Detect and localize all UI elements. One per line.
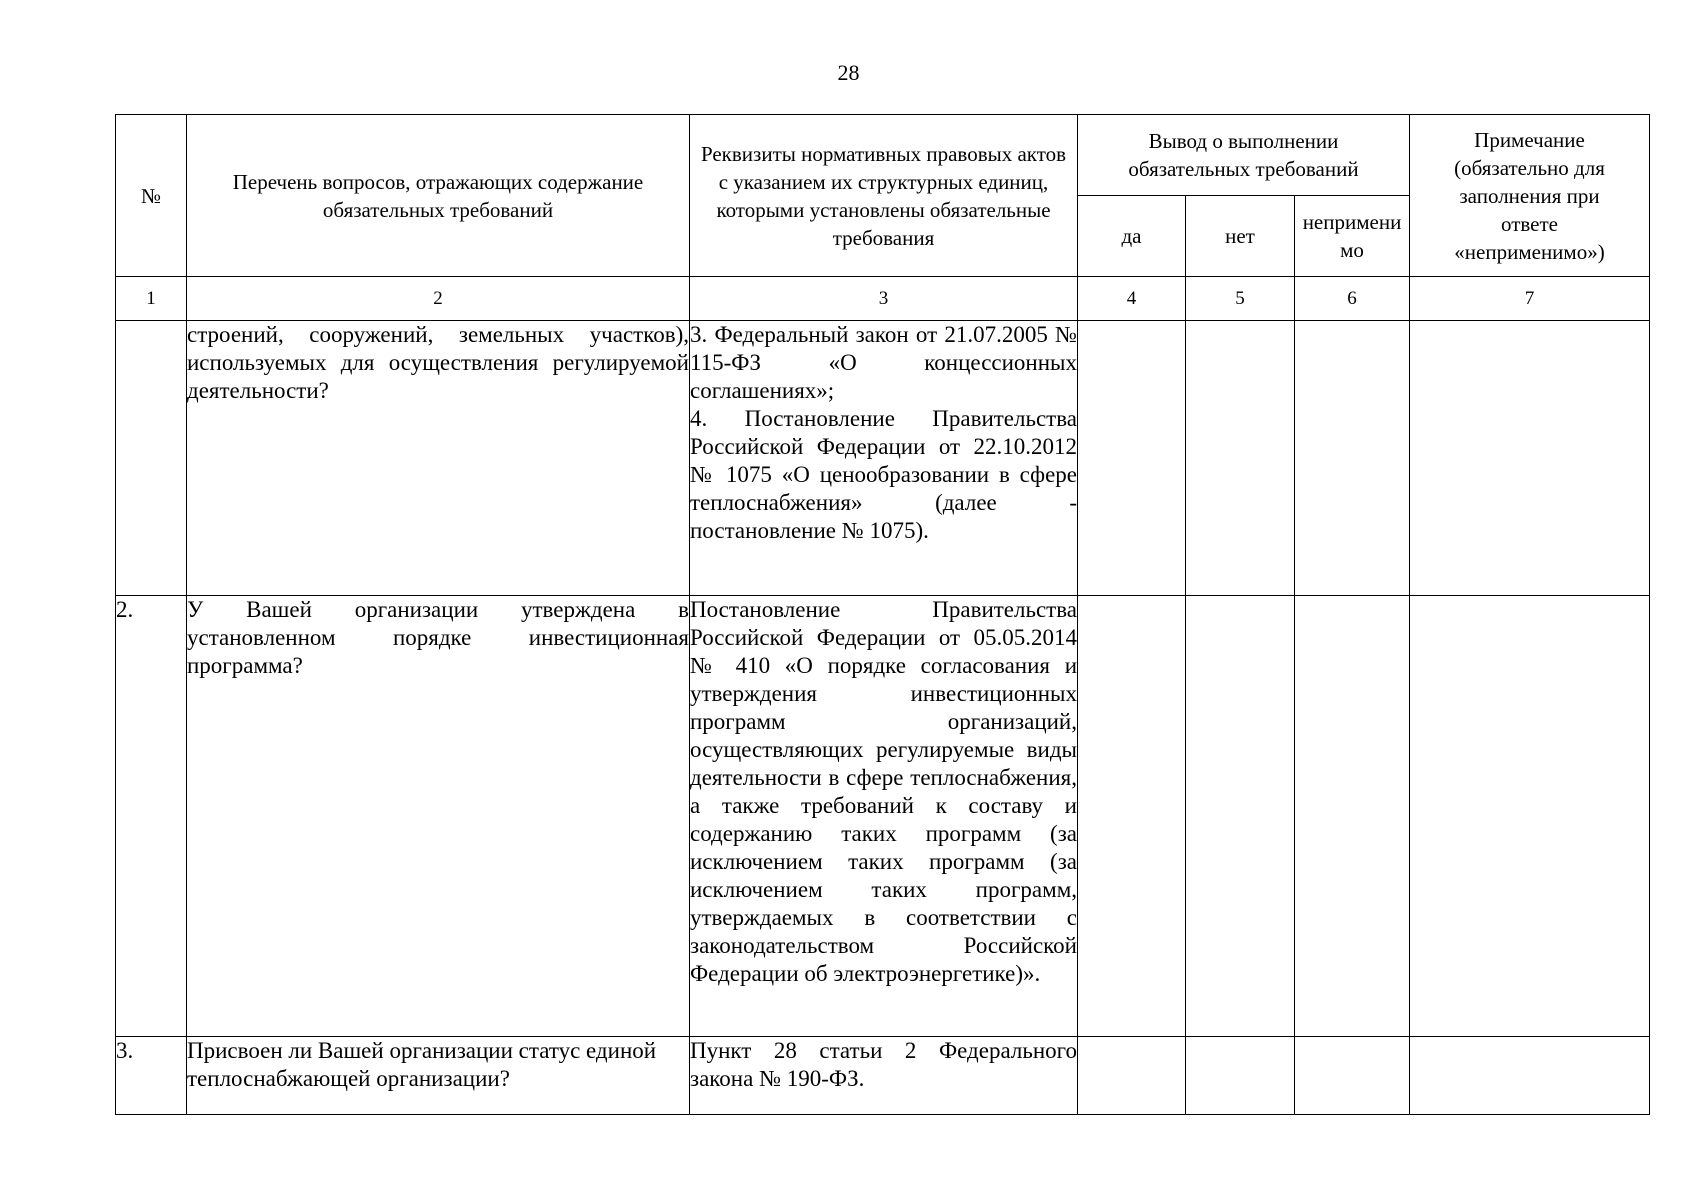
act-item: 4. Постановление Правительства Российской Федерации от 22.10.2012 № 1075 «О ценообразовании в сфере теплоснабжения» (далее - постановление № 1075). xyxy=(690,406,1077,543)
column-number: 3 xyxy=(690,277,1078,321)
row-acts xyxy=(690,596,1078,1037)
note-cell[interactable] xyxy=(1410,596,1650,1037)
requirements-table xyxy=(115,114,1650,1115)
column-number: 4 xyxy=(1078,277,1186,321)
page-number: 28 xyxy=(837,60,860,85)
table-row xyxy=(116,596,1650,1037)
column-number: 5 xyxy=(1186,277,1295,321)
act-item: Пункт 28 статьи 2 Федерального закона № 190-ФЗ. xyxy=(690,1038,1077,1091)
header-num: № xyxy=(116,115,187,277)
answer-yes-cell[interactable] xyxy=(1078,596,1186,1037)
note-cell[interactable] xyxy=(1410,1037,1650,1115)
answer-yes-cell[interactable] xyxy=(1078,321,1186,596)
row-acts xyxy=(690,1037,1078,1115)
act-item: 3. Федеральный закон от 21.07.2005 № 115-ФЗ «О концессионных соглашениях»; xyxy=(690,322,1077,403)
table-row xyxy=(116,321,1650,596)
row-number xyxy=(116,321,187,596)
row-question: строений, сооружений, земельных участков), используемых для осуществления регулируемой деятельности? xyxy=(187,321,690,596)
note-cell[interactable] xyxy=(1410,321,1650,596)
act-item: Постановление Правительства Российской Федерации от 05.05.2014 № 410 «О порядке согласования и утверждения инвестиционных программ организаций, осуществляющих регулируемые виды деятельности в сфере теплоснабжения, а также требований к составу и содержанию таких программ (за исключением таких программ (за исключением таких программ, утверждаемых в соответствии с законодательством Российской Федерации об электроэнергетике)». xyxy=(690,597,1077,986)
row-number: 3. xyxy=(116,1037,187,1115)
header-note: Примечание (обязательно для заполнения при ответе «неприменимо») xyxy=(1410,115,1650,277)
table-row xyxy=(116,1037,1650,1115)
answer-no-cell[interactable] xyxy=(1186,596,1295,1037)
header-yes: да xyxy=(1078,196,1186,277)
answer-na-cell[interactable] xyxy=(1295,596,1410,1037)
header-conclusion: Вывод о выполнении обязательных требований xyxy=(1078,115,1410,196)
answer-na-cell[interactable] xyxy=(1295,321,1410,596)
row-question: Присвоен ли Вашей организации статус единой теплоснабжающей организации? xyxy=(187,1037,690,1115)
column-number-row xyxy=(116,277,1650,321)
answer-no-cell[interactable] xyxy=(1186,321,1295,596)
answer-na-cell[interactable] xyxy=(1295,1037,1410,1115)
header-no: нет xyxy=(1186,196,1295,277)
row-question: У Вашей организации утверждена в установленном порядке инвестиционная программа? xyxy=(187,596,690,1037)
header-na: неприменимо xyxy=(1295,196,1410,277)
answer-no-cell[interactable] xyxy=(1186,1037,1295,1115)
column-number: 7 xyxy=(1410,277,1650,321)
row-number: 2. xyxy=(116,596,187,1037)
column-number: 6 xyxy=(1295,277,1410,321)
column-number: 2 xyxy=(187,277,690,321)
column-number: 1 xyxy=(116,277,187,321)
row-acts xyxy=(690,321,1078,596)
header-acts: Реквизиты нормативных правовых актов с указанием их структурных единиц, которыми установлены обязательные требования xyxy=(690,115,1078,277)
header-row-top xyxy=(116,115,1650,196)
answer-yes-cell[interactable] xyxy=(1078,1037,1186,1115)
header-questions: Перечень вопросов, отражающих содержание обязательных требований xyxy=(187,115,690,277)
